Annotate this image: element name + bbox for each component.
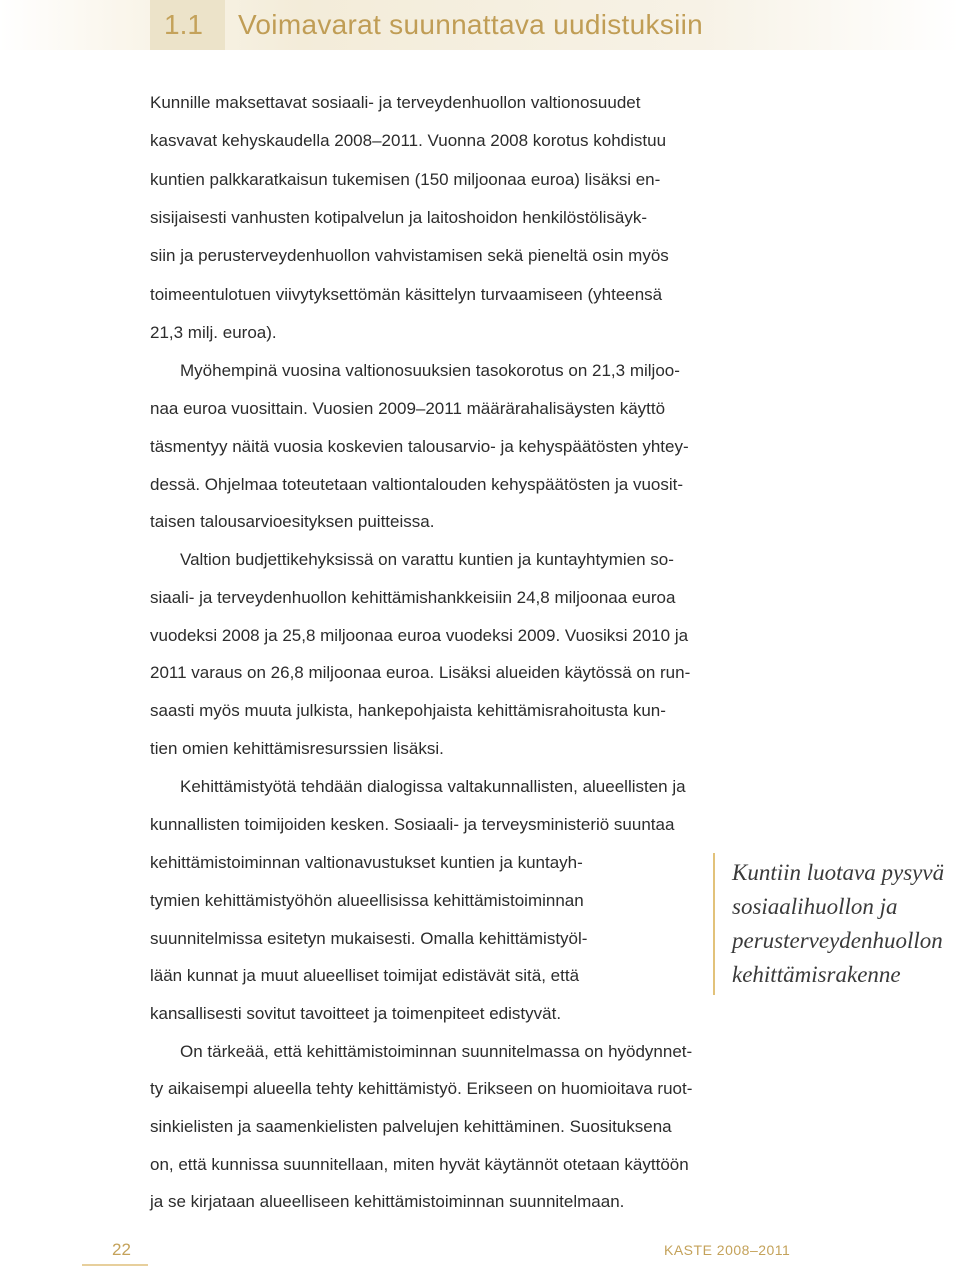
body-line: on, että kunnissa suunnitellaan, miten hyvät käytännöt otetaan käyttöön bbox=[150, 1155, 689, 1174]
footer-rule bbox=[82, 1264, 148, 1266]
body-line: tien omien kehittämisresurssien lisäksi. bbox=[150, 739, 444, 758]
body-line: tymien kehittämistyöhön alueellisissa kehittämistoiminnan bbox=[150, 891, 584, 910]
body-line: ja se kirjataan alueelliseen kehittämistoiminnan suunnitelmaan. bbox=[150, 1192, 625, 1211]
pull-quote-line: perusterveydenhuollon bbox=[732, 928, 943, 953]
body-line: kunnallisten toimijoiden kesken. Sosiaali- ja terveysministeriö suuntaa bbox=[150, 815, 675, 834]
body-line: Kunnille maksettavat sosiaali- ja terveydenhuollon valtionosuudet bbox=[150, 93, 641, 112]
body-line: kehittämistoiminnan valtionavustukset kuntien ja kuntayh- bbox=[150, 853, 583, 872]
body-line: naa euroa vuosittain. Vuosien 2009–2011 määrärahalisäysten käyttö bbox=[150, 399, 666, 418]
body-line: siaali- ja terveydenhuollon kehittämishankkeisiin 24,8 miljoonaa euroa bbox=[150, 588, 676, 607]
body-line: siin ja perusterveydenhuollon vahvistamisen sekä pieneltä osin myös bbox=[150, 246, 669, 265]
body-line: kansallisesti sovitut tavoitteet ja toimenpiteet edistyvät. bbox=[150, 1004, 562, 1023]
body-line: On tärkeää, että kehittämistoiminnan suunnitelmassa on hyödynnet- bbox=[180, 1042, 693, 1061]
publication-title: KASTE 2008–2011 bbox=[664, 1242, 791, 1258]
body-line: Myöhempinä vuosina valtionosuuksien tasokorotus on 21,3 miljoo- bbox=[180, 361, 680, 380]
section-number: 1.1 bbox=[150, 0, 225, 50]
body-line: Kehittämistyötä tehdään dialogissa valtakunnallisten, alueellisten ja bbox=[180, 777, 686, 796]
body-line: 21,3 milj. euroa). bbox=[150, 323, 277, 342]
body-line: sisijaisesti vanhusten kotipalvelun ja laitoshoidon henkilöstölisäyk- bbox=[150, 208, 648, 227]
body-line: täsmentyy näitä vuosia koskevien talousarvio- ja kehyspäätösten yhtey- bbox=[150, 437, 689, 456]
page-number: 22 bbox=[112, 1240, 131, 1259]
body-line: lään kunnat ja muut alueelliset toimijat edistävät sitä, että bbox=[150, 966, 580, 985]
body-line: toimeentulotuen viivytyksettömän käsittelyn turvaamiseen (yhteensä bbox=[150, 285, 663, 304]
pull-quote-line: Kuntiin luotava pysyvä bbox=[732, 860, 945, 885]
pull-quote-line: kehittämisrakenne bbox=[732, 962, 901, 987]
body-line: taisen talousarvioesityksen puitteissa. bbox=[150, 512, 435, 531]
section-title: Voimavarat suunnattava uudistuksiin bbox=[238, 9, 703, 40]
body-line: suunnitelmissa esitetyn mukaisesti. Omalla kehittämistyöl- bbox=[150, 929, 588, 948]
pull-quote-rule bbox=[713, 853, 715, 995]
body-line: saasti myös muuta julkista, hankepohjaista kehittämisrahoitusta kun- bbox=[150, 701, 666, 720]
body-line: sinkielisten ja saamenkielisten palvelujen kehittäminen. Suosituksena bbox=[150, 1117, 672, 1136]
body-line: Valtion budjettikehyksissä on varattu kuntien ja kuntayhtymien so- bbox=[180, 550, 674, 569]
pull-quote-line: sosiaalihuollon ja bbox=[732, 894, 898, 919]
body-line: ty aikaisempi alueella tehty kehittämistyö. Erikseen on huomioitava ruot- bbox=[150, 1079, 693, 1098]
body-line: kasvavat kehyskaudella 2008–2011. Vuonna 2008 korotus kohdistuu bbox=[150, 131, 667, 150]
body-line: dessä. Ohjelmaa toteutetaan valtiontalouden kehyspäätösten ja vuosit- bbox=[150, 475, 684, 494]
body-line: vuodeksi 2008 ja 25,8 miljoonaa euroa vuodeksi 2009. Vuosiksi 2010 ja bbox=[150, 626, 689, 645]
body-line: 2011 varaus on 26,8 miljoonaa euroa. Lisäksi alueiden käytössä on run- bbox=[150, 663, 691, 682]
body-line: kuntien palkkaratkaisun tukemisen (150 miljoonaa euroa) lisäksi en- bbox=[150, 170, 661, 189]
